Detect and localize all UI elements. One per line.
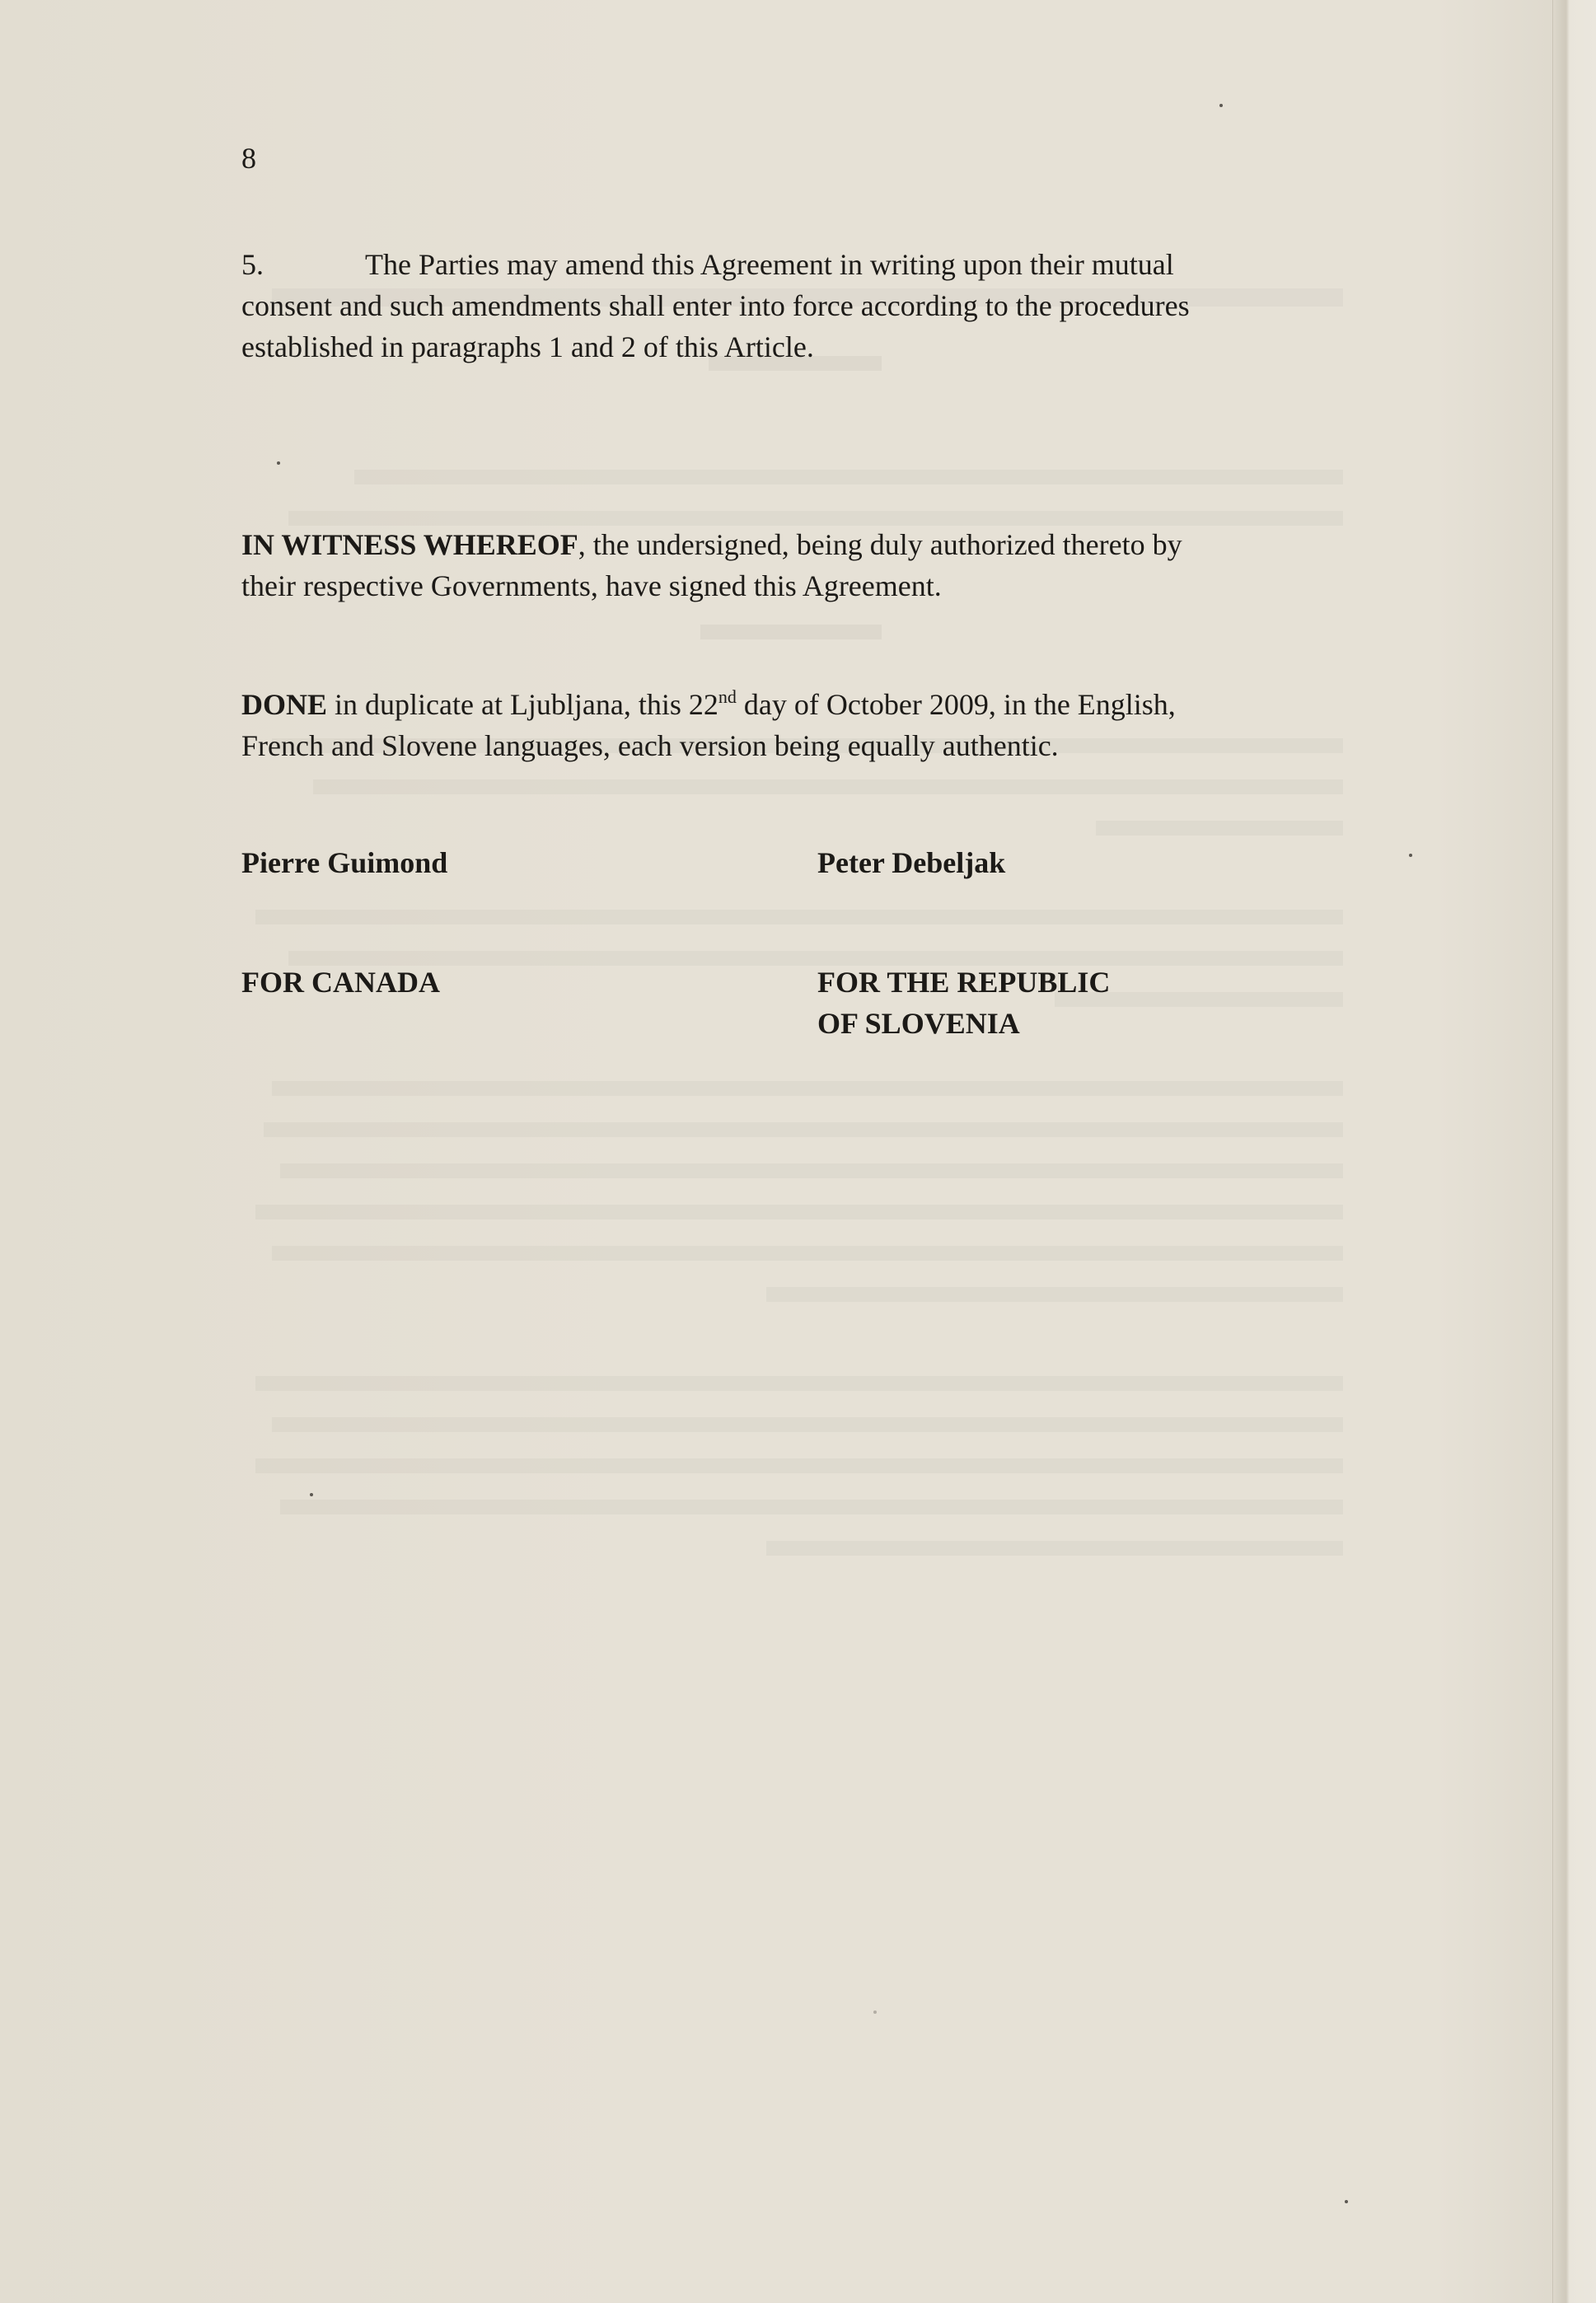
paragraph-number: 5. — [241, 248, 264, 281]
done-lead: DONE — [241, 688, 328, 721]
right-signatory-name: Peter Debeljak — [817, 846, 1006, 879]
paragraph-5-text-line1: The Parties may amend this Agreement in writing upon their mutual — [365, 248, 1174, 281]
done-clause — [241, 684, 1395, 766]
right-signatory-country-line1: FOR THE REPUBLIC — [817, 966, 1111, 999]
witness-line2: their respective Governments, have signed this Agreement. — [241, 569, 942, 602]
done-line1 — [241, 684, 1395, 725]
page-fold — [1552, 0, 1596, 2303]
right-signatory-country — [817, 962, 1110, 1044]
speck — [310, 1493, 313, 1496]
done-line2: French and Slovene languages, each version being equally authentic. — [241, 729, 1059, 762]
left-signatory-name: Pierre Guimond — [241, 846, 448, 879]
witness-rest: , the undersigned, being duly authorized thereto by — [578, 528, 1182, 561]
left-signatory-country: FOR CANADA — [241, 966, 440, 999]
right-signatory-country-line2: OF SLOVENIA — [817, 1007, 1020, 1040]
page-number: 8 — [241, 142, 256, 175]
speck — [1345, 2200, 1348, 2203]
witness-lead: IN WITNESS WHEREOF — [241, 528, 578, 561]
done-rest-post: day of October 2009, in the English, — [736, 688, 1176, 721]
paragraph-5-line2: consent and such amendments shall enter into force according to the procedures — [241, 289, 1190, 322]
speck — [1409, 854, 1412, 857]
speck — [277, 461, 280, 465]
paragraph-5-line3: established in paragraphs 1 and 2 of this Article. — [241, 330, 814, 363]
done-superscript: nd — [718, 686, 737, 707]
paragraph-5 — [241, 244, 1395, 367]
witness-clause — [241, 524, 1395, 606]
speck — [1219, 104, 1223, 107]
paragraph-5-line1 — [241, 244, 1395, 285]
done-rest-pre: in duplicate at Ljubljana, this 22 — [327, 688, 718, 721]
witness-line1 — [241, 524, 1395, 565]
speck — [873, 2010, 877, 2014]
